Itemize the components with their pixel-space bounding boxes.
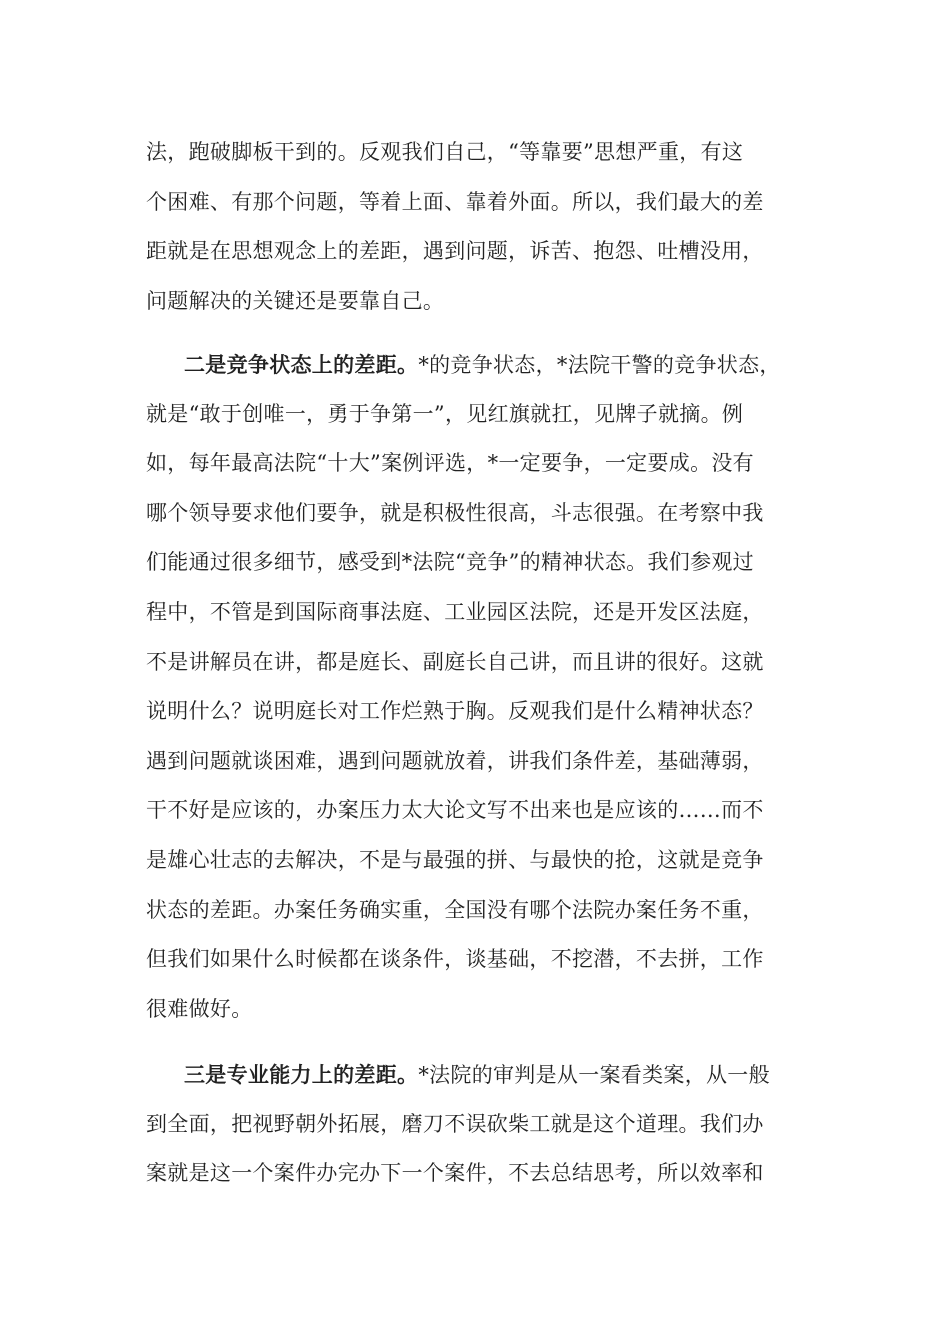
paragraph-heading: 三是专业能力上的差距。 bbox=[184, 1062, 419, 1087]
paragraph-first-line bbox=[146, 340, 806, 390]
paragraph-first-text: *的竞争状态，*法院干警的竞争状态， bbox=[418, 353, 781, 377]
text-line: 如，每年最高法院“十大”案例评选，*一定要争，一定要成。没有 bbox=[146, 451, 754, 476]
text-line: 就是“敢于创唯一，勇于争第一”，见红旗就扛，见牌子就摘。例 bbox=[146, 401, 744, 426]
paragraph-heading: 二是竞争状态上的差距。 bbox=[184, 352, 419, 377]
text-line: 是雄心壮志的去解决，不是与最强的拼、与最快的抢，这就是竞争 bbox=[146, 847, 764, 872]
text-line: 法，跑破脚板干到的。反观我们自己，“等靠要”思想严重，有这 bbox=[146, 140, 744, 164]
text-line: 干不好是应该的，办案压力太大论文写不出来也是应该的……而不 bbox=[146, 798, 764, 823]
paragraph-2 bbox=[146, 340, 806, 1034]
text-line: 哪个领导要求他们要争，就是积极性很高，斗志很强。在考察中我 bbox=[146, 500, 764, 525]
paragraph-first-line bbox=[146, 1050, 806, 1100]
text-line: 很难做好。 bbox=[146, 996, 253, 1021]
text-line: 说明什么？说明庭长对工作烂熟于胸。反观我们是什么精神状态？ bbox=[146, 699, 764, 724]
text-line: 遇到问题就谈困难，遇到问题就放着，讲我们条件差，基础薄弱， bbox=[146, 748, 764, 773]
text-line: 距就是在思想观念上的差距，遇到问题，诉苦、抱怨、吐槽没用， bbox=[146, 239, 764, 264]
paragraph-first-text: *法院的审判是从一案看类案，从一般 bbox=[418, 1063, 770, 1087]
text-line: 到全面，把视野朝外拓展，磨刀不误砍柴工就是这个道理。我们办 bbox=[146, 1111, 764, 1136]
text-line: 程中，不管是到国际商事法庭、工业园区法院，还是开发区法庭， bbox=[146, 599, 764, 624]
text-line: 们能通过很多细节，感受到*法院“竞争”的精神状态。我们参观过 bbox=[146, 550, 754, 575]
paragraph-3 bbox=[146, 1050, 806, 1199]
text-line: 但我们如果什么时候都在谈条件，谈基础，不挖潜，不去拼，工作 bbox=[146, 947, 764, 972]
text-line: 个困难、有那个问题，等着上面、靠着外面。所以，我们最大的差 bbox=[146, 189, 764, 214]
paragraph-1 bbox=[146, 128, 806, 326]
text-line: 状态的差距。办案任务确实重，全国没有哪个法院办案任务不重， bbox=[146, 897, 764, 922]
text-line: 案就是这一个案件办完办下一个案件，不去总结思考，所以效率和 bbox=[146, 1161, 764, 1186]
text-line: 问题解决的关键还是要靠自己。 bbox=[146, 288, 445, 313]
text-line: 不是讲解员在讲，都是庭长、副庭长自己讲，而且讲的很好。这就 bbox=[146, 649, 764, 674]
